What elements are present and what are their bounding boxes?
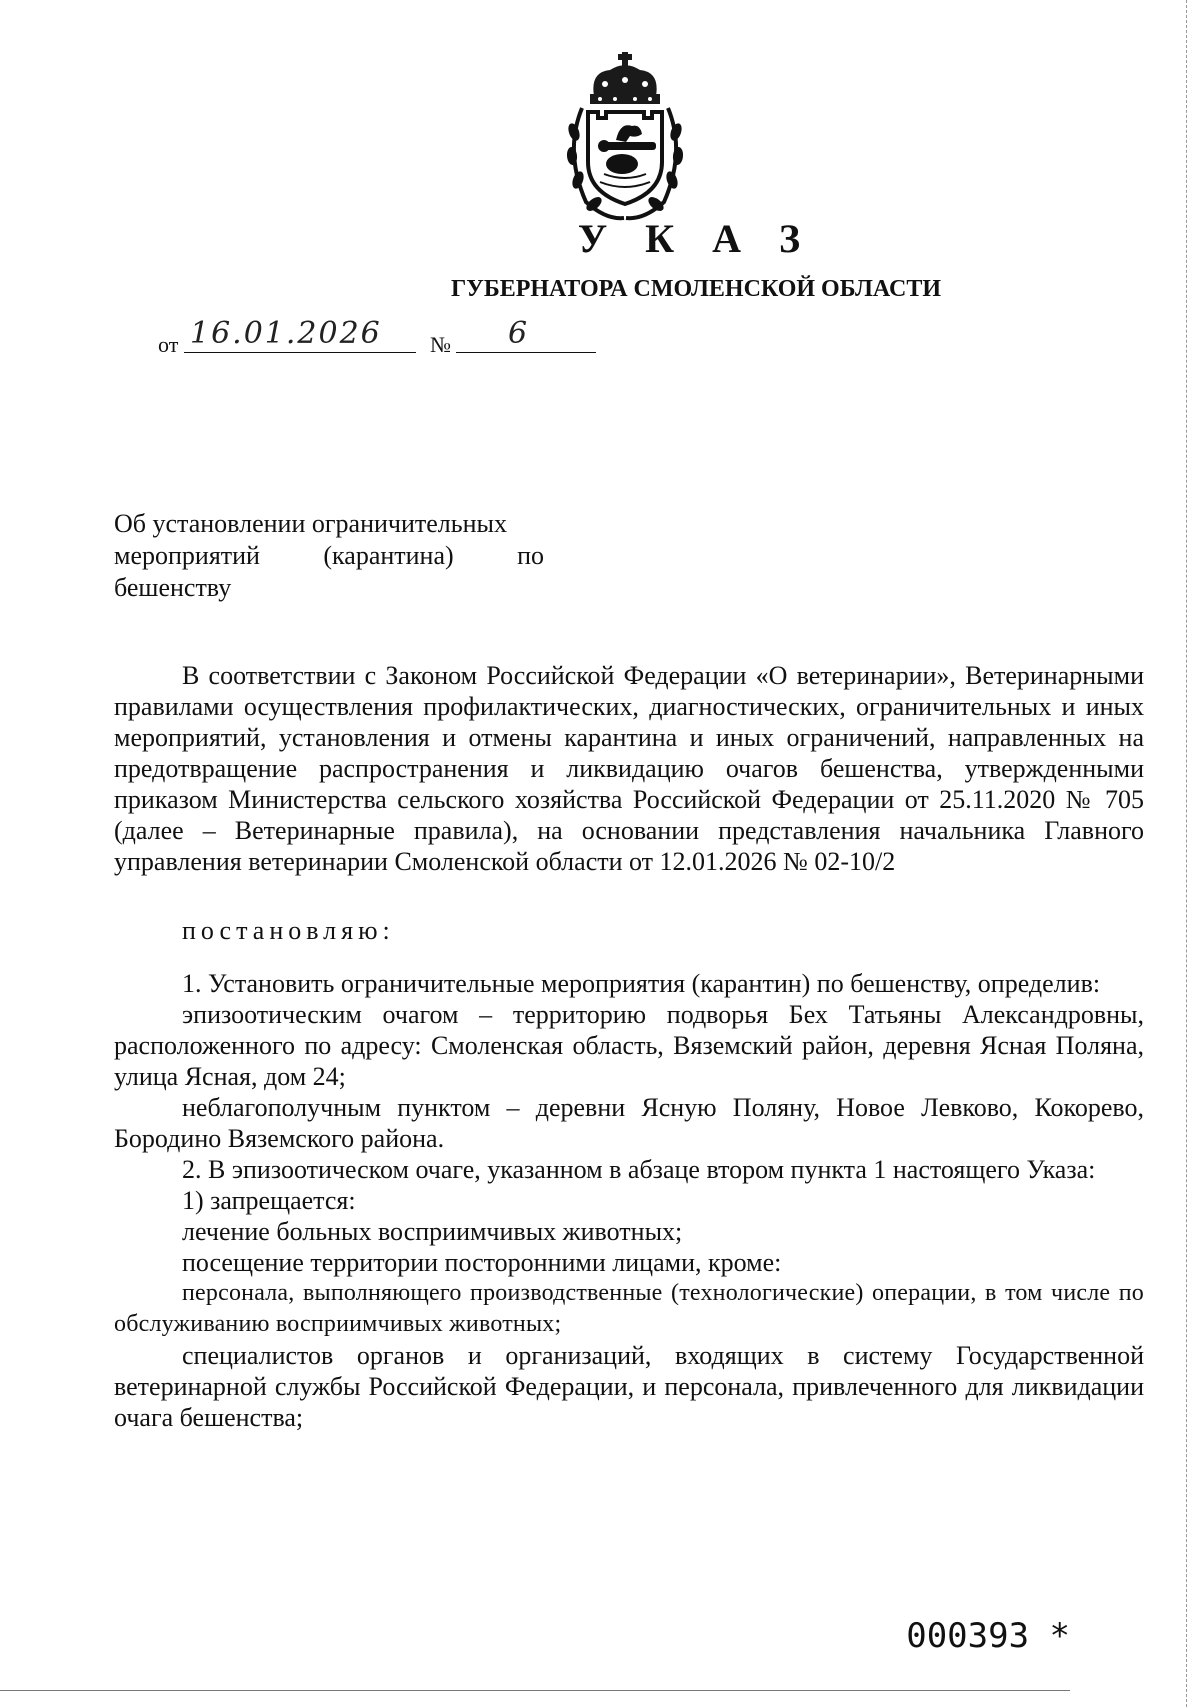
preamble-paragraph: В соответствии с Законом Российской Федерации «О ветеринарии», Ветеринарными правилами осуществления профилактических, диагностических, ограничительных и иных мероприятий, установления и отмены карантина и иных ограничений, направленных на предотвращение распространения и ликвидацию очагов бешенства, утвержденными приказом Министерства сельского хозяйства Российской Федерации от 25.11.2020 № 705 (далее – Ветеринарные правила), на основании представления начальника Главного управления ветеринарии Смоленской области от 12.01.2026 № 02-10/2 <box>114 661 1144 876</box>
decree-body <box>114 660 1144 1433</box>
subject-line-3: бешенству <box>114 573 232 602</box>
item-1: 1. Установить ограничительные мероприятия (карантин) по бешенству, определив: <box>182 969 1101 998</box>
item-2-1-b1: персонала, выполняющего производственные (технологические) операции, в том числе по обслуживанию восприимчивых животных; <box>114 1280 1144 1337</box>
serial-number: 000393 * <box>906 1616 1070 1656</box>
subject-word: (карантина) <box>323 541 454 570</box>
decree-title: У К А З <box>577 216 815 261</box>
bottom-rule <box>0 1690 1070 1691</box>
item-1-focus: эпизоотическим очагом – территорию подворья Бех Татьяны Александровны, расположенного по адресу: Смоленская область, Вяземский район, деревня Ясная Поляна, улица Ясная, дом 24; <box>114 1000 1144 1091</box>
date-prefix: от <box>158 332 179 357</box>
number-value: 6 <box>508 316 530 351</box>
decree-subject <box>114 508 544 604</box>
issuer-title: ГУБЕРНАТОРА СМОЛЕНСКОЙ ОБЛАСТИ <box>450 276 942 302</box>
date-value: 16.01.2026 <box>190 316 382 351</box>
item-2-1-b: посещение территории посторонними лицами, кроме: <box>182 1248 782 1277</box>
date-number-line <box>158 316 608 362</box>
number-underline <box>456 352 596 353</box>
subject-word: по <box>517 541 544 570</box>
decree-word: постановляю: <box>182 916 395 945</box>
item-2-1-a: лечение больных восприимчивых животных; <box>182 1217 683 1246</box>
date-underline <box>184 352 416 353</box>
smolensk-coat-of-arms-icon <box>560 52 690 224</box>
item-2: 2. В эпизоотическом очаге, указанном в абзаце втором пункта 1 настоящего Указа: <box>182 1155 1096 1184</box>
item-2-1-b2: специалистов органов и организаций, входящих в систему Государственной ветеринарной службы Российской Федерации, и персонала, привлеченного для ликвидации очага бешенства; <box>114 1341 1144 1432</box>
page-edge-line <box>1186 0 1187 1707</box>
subject-word: мероприятий <box>114 541 260 570</box>
item-1-unfavorable-point: неблагополучным пунктом – деревни Ясную Поляну, Новое Левково, Кокорево, Бородино Вяземского района. <box>114 1093 1144 1153</box>
item-2-1: 1) запрещается: <box>182 1186 356 1215</box>
subject-line-2 <box>114 540 544 572</box>
number-prefix: № <box>430 332 451 357</box>
subject-line-1: Об установлении ограничительных <box>114 509 508 538</box>
